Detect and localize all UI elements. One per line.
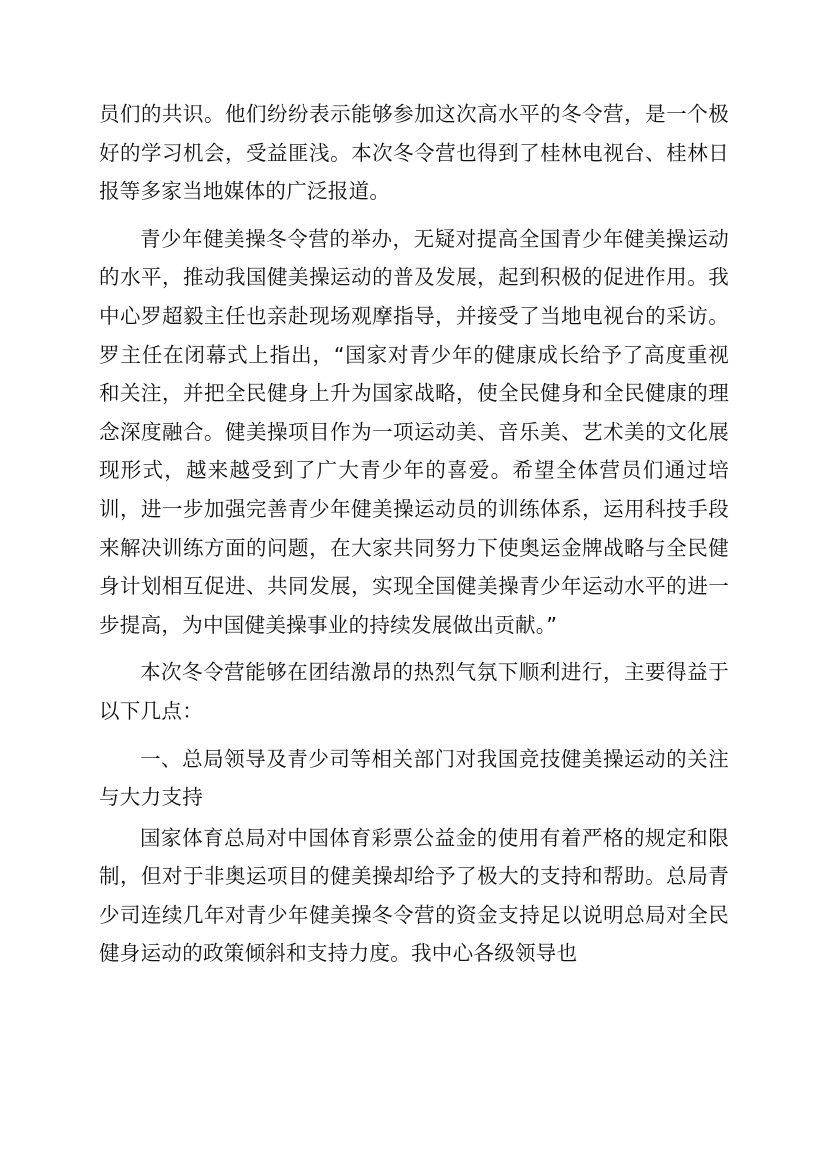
section-heading-leadership-support: 一、总局领导及青少司等相关部门对我国竞技健美操运动的关注与大力支持 xyxy=(99,746,729,810)
paragraph-success-reasons: 本次冬令营能够在团结激昂的热烈气氛下顺利进行，主要得益于以下几点： xyxy=(99,660,729,723)
paragraph-funding-support: 国家体育总局对中国体育彩票公益金的使用有着严格的规定和限制，但对于非奥运项目的健美操却给予了极大的支持和帮助。总局青少司连续几年对青少年健美操冬令营的资金支持足以说明总局对全民健身运动的政策倾斜和支持力度。我中心各级领导也 xyxy=(99,825,729,966)
paragraph-camp-significance: 青少年健美操冬令营的举办，无疑对提高全国青少年健美操运动的水平，推动我国健美操运动的普及发展，起到积极的促进作用。我中心罗超毅主任也亲赴现场观摩指导，并接受了当地电视台的采访。罗主任在闭幕式上指出，“国家对青少年的健康成长给予了高度重视和关注，并把全民健身上升为国家战略，使全民健身和全民健康的理念深度融合。健美操项目作为一项运动美、音乐美、艺术美的文化展现形式，越来越受到了广大青少年的喜爱。希望全体营员们通过培训，进一步加强完善青少年健美操运动员的训练体系，运用科技手段来解决训练方面的问题，在大家共同努力下使奥运金牌战略与全民健身计划相互促进、共同发展，实现全国健美操青少年运动水平的进一步提高，为中国健美操事业的持续发展做出贡献。” xyxy=(99,226,729,637)
paragraph-continued: 员们的共识。他们纷纷表示能够参加这次高水平的冬令营，是一个极好的学习机会，受益匪浅。本次冬令营也得到了桂林电视台、桂林日报等多家当地媒体的广泛报道。 xyxy=(99,102,729,204)
body-text xyxy=(99,95,729,982)
